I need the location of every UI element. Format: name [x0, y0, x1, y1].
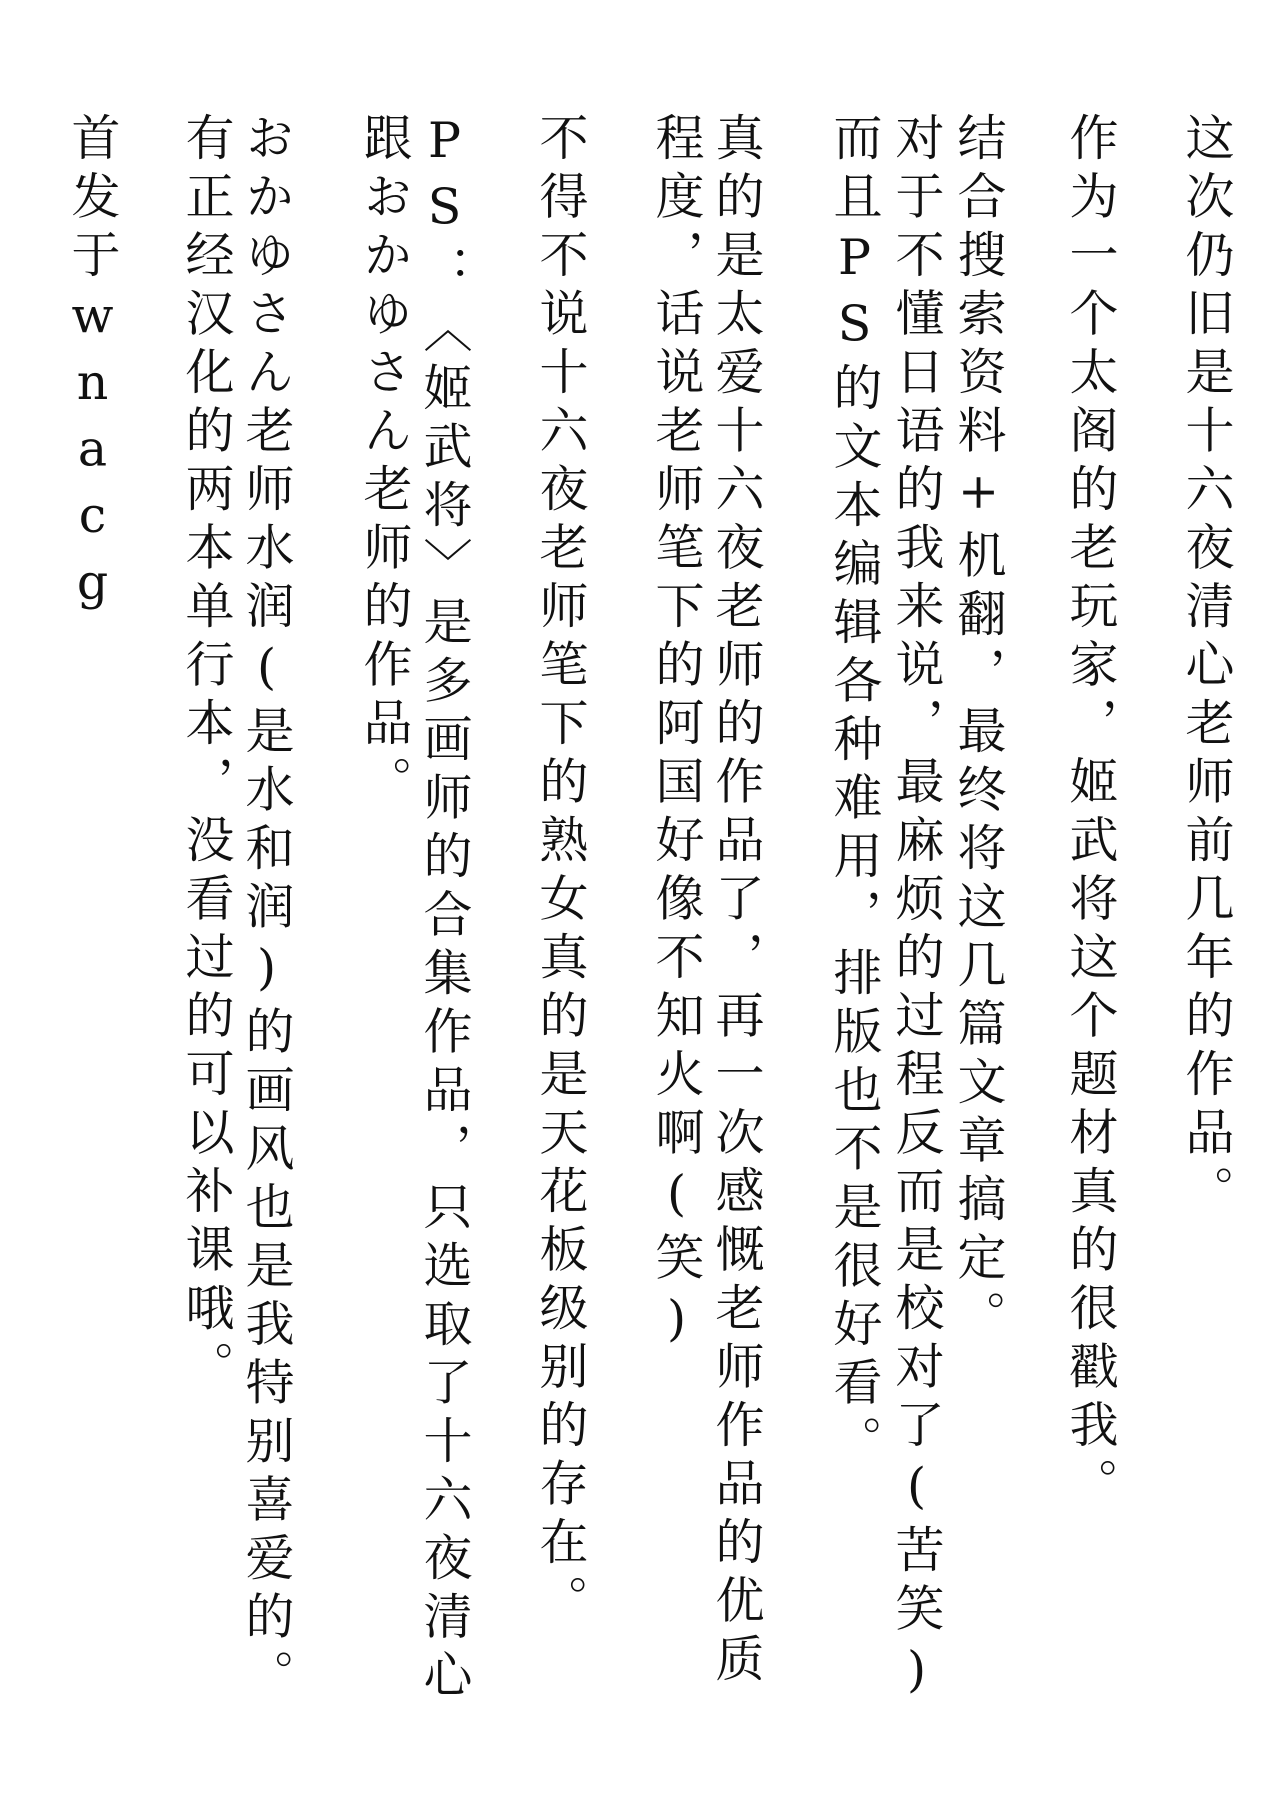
text-column-12: 有正经汉化的两本单行本，没看过的可以补课哦。: [178, 112, 235, 1399]
text-column-13: 首发于wnacg: [64, 112, 121, 620]
text-column-9: PS：〈姬武将〉是多画师的合集作品，只选取了十六夜清心: [416, 112, 473, 1708]
text-column-4: 对于不懂日语的我来说，最麻烦的过程反而是校对了(苦笑): [888, 112, 945, 1708]
text-column-8: 不得不说十六夜老师笔下的熟女真的是天花板级别的存在。: [532, 112, 589, 1633]
text-column-2: 作为一个太阁的老玩家，姬武将这个题材真的很戳我。: [1062, 112, 1119, 1516]
text-column-10: 跟おかゆさん老师的作品。: [356, 112, 413, 814]
text-column-7: 程度，话说老师笔下的阿国好像不知火啊(笑): [648, 112, 705, 1357]
text-column-5: 而且PS的文本编辑各种难用，排版也不是很好看。: [826, 112, 883, 1474]
text-column-6: 真的是太爱十六夜老师的作品了，再一次感慨老师作品的优质: [708, 112, 765, 1692]
text-column-1: 这次仍旧是十六夜清心老师前几年的作品。: [1178, 112, 1235, 1224]
text-column-11: おかゆさん老师水润(是水和润)的画风也是我特别喜爱的。: [238, 112, 295, 1708]
text-column-3: 结合搜索资料+机翻，最终将这几篇文章搞定。: [950, 112, 1007, 1349]
